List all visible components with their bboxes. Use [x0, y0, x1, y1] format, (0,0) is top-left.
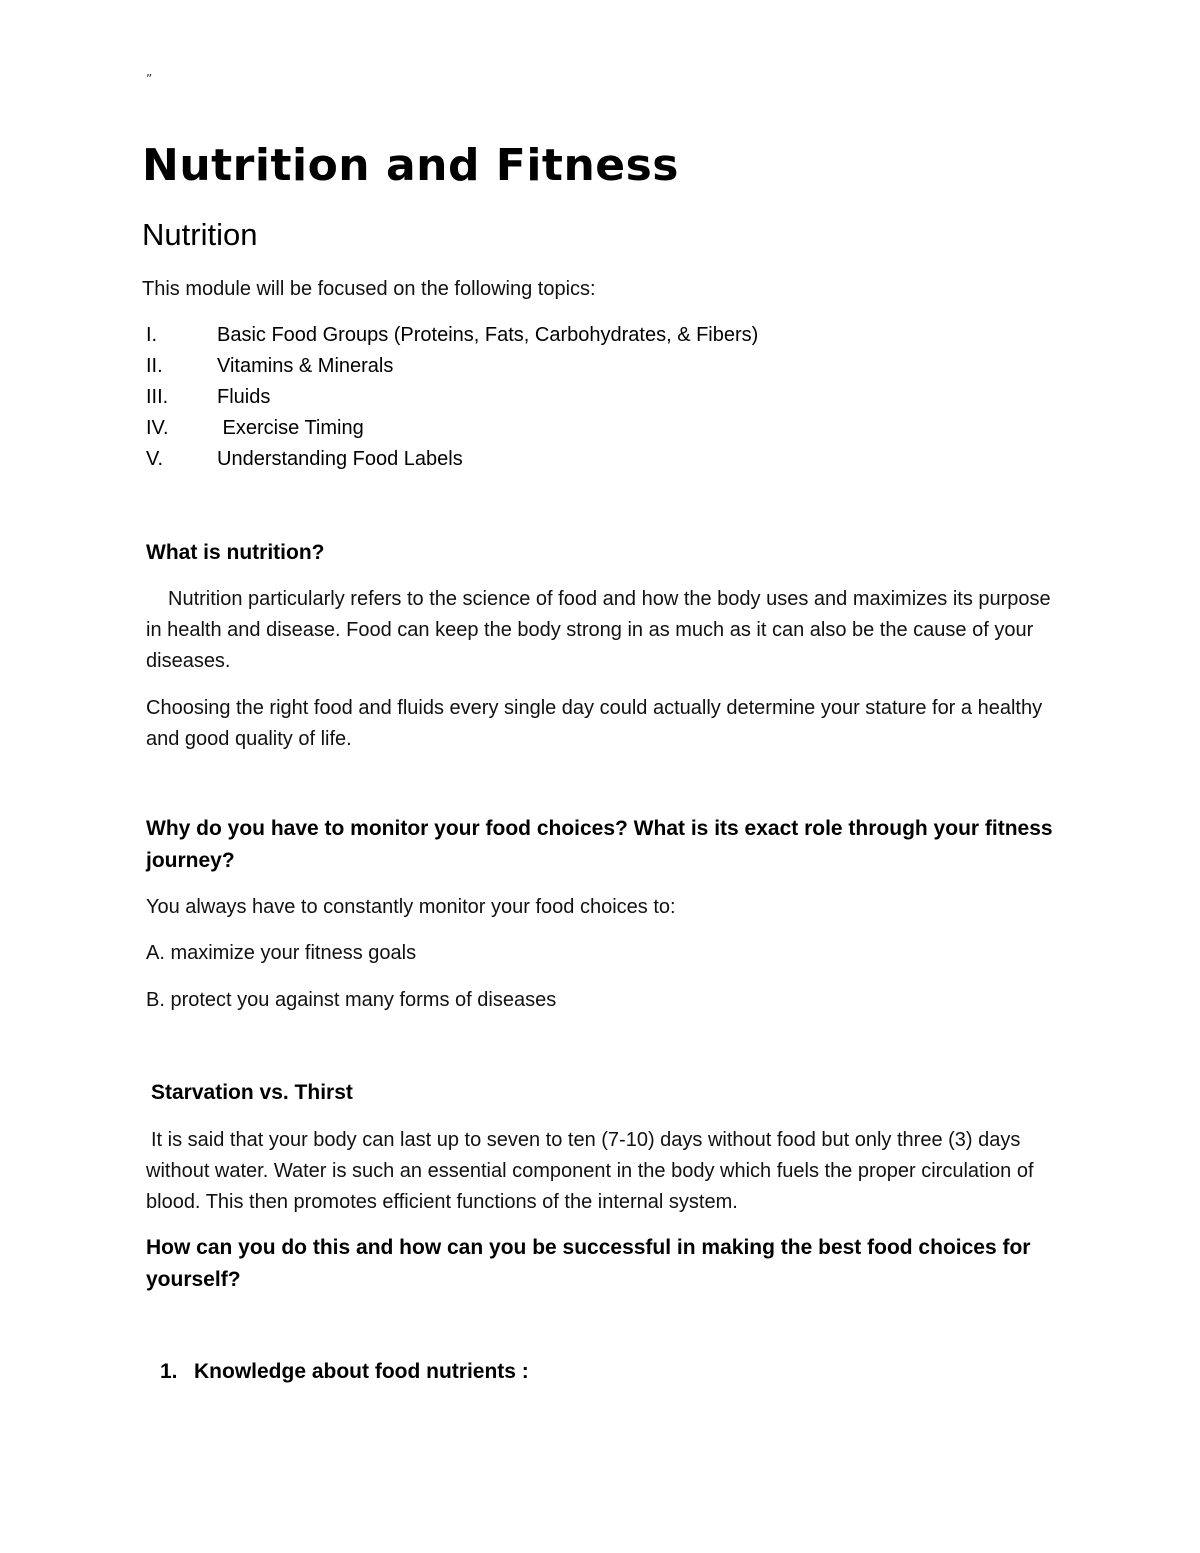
topic-numeral: IV.	[146, 417, 169, 439]
heading-best-food-choices: How can you do this and how can you be successful in making the best food choices for yourself?	[146, 1236, 1031, 1291]
topic-text: Exercise Timing	[217, 417, 364, 439]
monitor-item-a: A. maximize your fitness goals	[146, 942, 417, 964]
section-subtitle: Nutrition	[142, 217, 258, 252]
topic-text: Basic Food Groups (Proteins, Fats, Carbohydrates, & Fibers)	[217, 324, 759, 346]
corner-mark: ”	[146, 72, 153, 86]
topic-numeral: V.	[146, 448, 164, 470]
monitor-intro: You always have to constantly monitor your food choices to:	[146, 896, 676, 918]
topic-text: Vitamins & Minerals	[217, 355, 394, 377]
paragraph-starvation: It is said that your body can last up to seven to ten (7-10) days without food but only three (3) days without water. Water is such an essential component in the body which fuels the proper circulation of blood. This then promotes efficient functions of the internal system.	[146, 1129, 1034, 1213]
intro-text: This module will be focused on the following topics:	[142, 278, 596, 300]
document-title: Nutrition and Fitness	[142, 140, 679, 191]
paragraph-nutrition-definition: Nutrition particularly refers to the science of food and how the body uses and maximizes its purpose in health and disease. Food can keep the body strong in as much as it can also be the cause of your diseases.	[146, 588, 1051, 672]
topic-text: Fluids	[217, 386, 271, 408]
list-item-text: Knowledge about food nutrients :	[194, 1360, 529, 1383]
topic-text: Understanding Food Labels	[217, 448, 463, 470]
heading-starvation-thirst: Starvation vs. Thirst	[151, 1081, 353, 1104]
monitor-item-b: B. protect you against many forms of diseases	[146, 989, 557, 1011]
topic-numeral: II.	[146, 355, 163, 377]
heading-monitor-food: Why do you have to monitor your food choices? What is its exact role through your fitness journey?	[146, 817, 1053, 872]
topic-numeral: III.	[146, 386, 169, 408]
heading-what-is-nutrition: What is nutrition?	[146, 541, 325, 564]
list-item-number: 1.	[160, 1360, 178, 1383]
paragraph-choosing-food: Choosing the right food and fluids every single day could actually determine your stature for a healthy and good quality of life.	[146, 697, 1043, 750]
topic-numeral: I.	[146, 324, 158, 346]
